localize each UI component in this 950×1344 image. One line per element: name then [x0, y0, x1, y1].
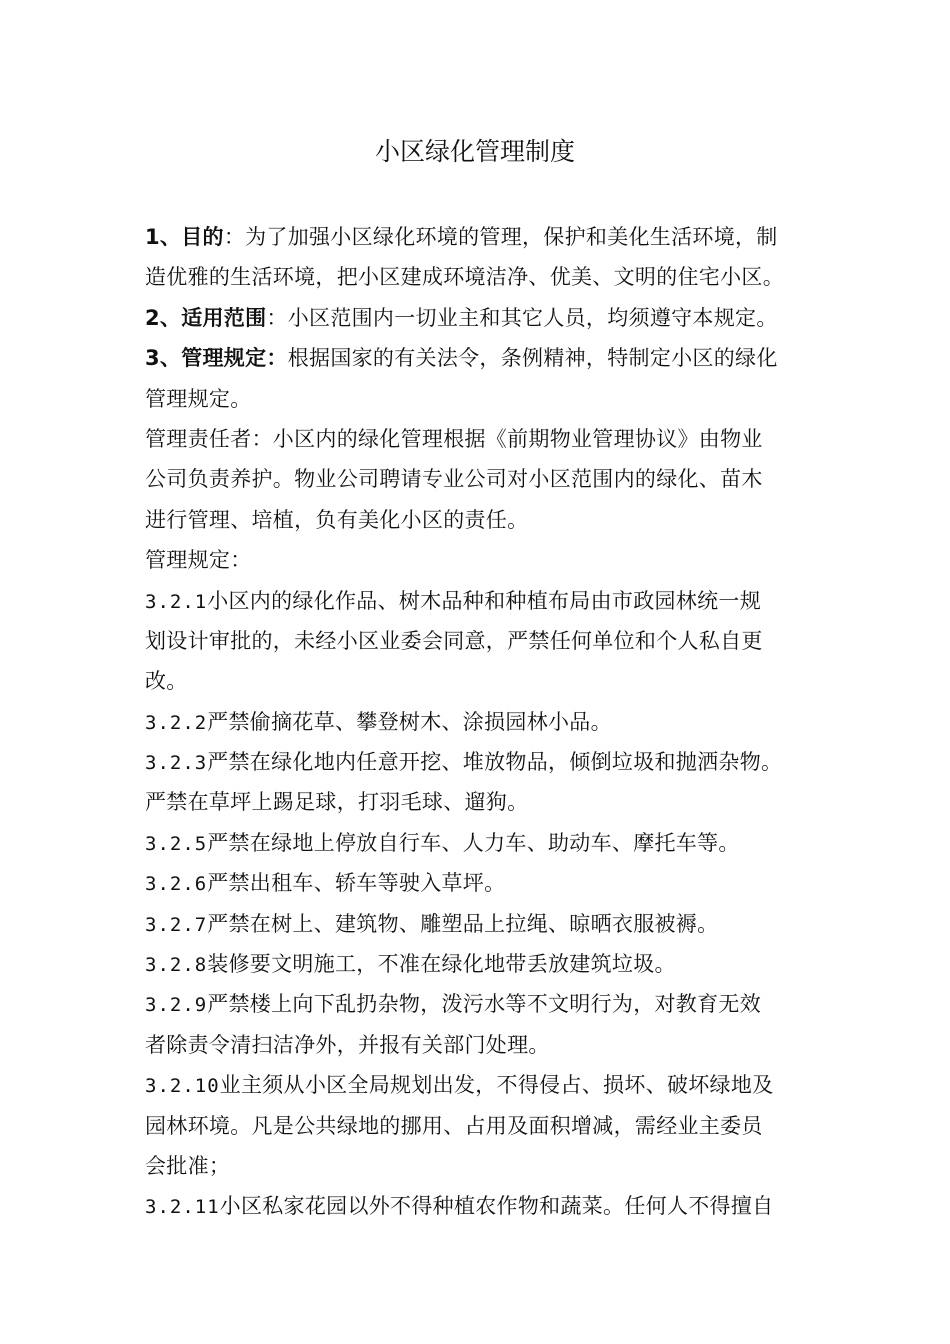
rule-number: 3.2.5 — [145, 832, 208, 855]
paragraph-line: 公司负责养护。物业公司聘请专业公司对小区范围内的绿化、苗木 — [145, 467, 763, 492]
rule-item — [145, 944, 835, 984]
rule-text: 严禁楼上向下乱扔杂物，泼污水等不文明行为，对教育无效 — [207, 992, 762, 1017]
rule-text: 小区私家花园以外不得种植农作物和蔬菜。任何人不得擅自 — [219, 1194, 774, 1219]
rule-number: 3.2.3 — [145, 752, 208, 775]
rule-number: 3.2.2 — [145, 711, 208, 734]
paragraph-line: 园林环境。凡是公共绿地的挪用、占用及面积增减，需经业主委员 — [145, 1113, 763, 1138]
paragraph-text: 根据国家的有关法令，条例精神，特制定小区的绿化 — [287, 346, 778, 371]
paragraph-line: 会批准； — [145, 1153, 231, 1178]
rule-item — [145, 984, 835, 1024]
paragraph-line: 严禁在草坪上踢足球，打羽毛球、遛狗。 — [145, 790, 529, 815]
paragraph-line: 造优雅的生活环境，把小区建成环境洁净、优美、文明的住宅小区。 — [145, 265, 784, 290]
rule-item — [145, 742, 835, 782]
rule-text: 严禁在绿地上停放自行车、人力车、助动车、摩托车等。 — [207, 830, 740, 855]
rule-number: 3.2.10 — [145, 1075, 220, 1098]
rule-text: 严禁偷摘花草、攀登树木、涂损园林小品。 — [207, 709, 612, 734]
rule-text: 严禁在树上、建筑物、雕塑品上拉绳、晾晒衣服被褥。 — [207, 911, 719, 936]
rule-text: 小区内的绿化作品、树木品种和种植布局由市政园林统一规 — [207, 588, 762, 613]
rule-number: 3.2.6 — [145, 873, 208, 896]
paragraph-line: 管理规定。 — [145, 386, 252, 411]
rule-number: 3.2.11 — [145, 1196, 220, 1219]
rule-text: 严禁在绿化地内任意开挖、堆放物品，倾倒垃圾和抛洒杂物。 — [207, 750, 783, 775]
rule-text: 装修要文明施工，不准在绿化地带丢放建筑垃圾。 — [207, 952, 676, 977]
rule-item — [145, 1186, 835, 1226]
paragraph-line: 改。 — [145, 669, 188, 694]
section-rules — [145, 338, 835, 378]
rule-item — [145, 823, 835, 863]
rule-number: 3.2.8 — [145, 954, 208, 977]
section-purpose — [145, 217, 835, 257]
rule-item — [145, 581, 835, 621]
rule-number: 3.2.1 — [145, 590, 208, 613]
rules-heading: 管理规定： — [145, 548, 252, 573]
paragraph-text: ：小区范围内一切业主和其它人员，均须遵守本规定。 — [266, 305, 778, 330]
section-label: 2、适用范围 — [145, 305, 267, 330]
rule-number: 3.2.7 — [145, 913, 208, 936]
rule-text: 业主须从小区全局规划出发，不得侵占、损坏、破坏绿地及 — [219, 1073, 774, 1098]
rule-item — [145, 1065, 835, 1105]
section-scope — [145, 298, 835, 338]
section-label: 3、管理规定： — [145, 346, 288, 371]
rule-text: 严禁出租车、轿车等驶入草坪。 — [207, 871, 506, 896]
rule-item — [145, 863, 835, 903]
paragraph-line: 管理责任者：小区内的绿化管理根据《前期物业管理协议》由物业 — [145, 426, 763, 451]
paragraph-line: 进行管理、培植，负有美化小区的责任。 — [145, 507, 529, 532]
section-label: 1、目的 — [145, 225, 224, 249]
rule-item — [145, 904, 835, 944]
document-body — [145, 217, 835, 1227]
paragraph-line: 划设计审批的，未经小区业委会同意，严禁任何单位和个人私自更 — [145, 628, 763, 653]
rule-number: 3.2.9 — [145, 994, 208, 1017]
paragraph-text: ：为了加强小区绿化环境的管理，保护和美化生活环境，制 — [223, 225, 778, 249]
rule-item — [145, 702, 835, 742]
document-title: 小区绿化管理制度 — [374, 137, 575, 166]
paragraph-line: 者除责令清扫洁净外，并报有关部门处理。 — [145, 1032, 550, 1057]
